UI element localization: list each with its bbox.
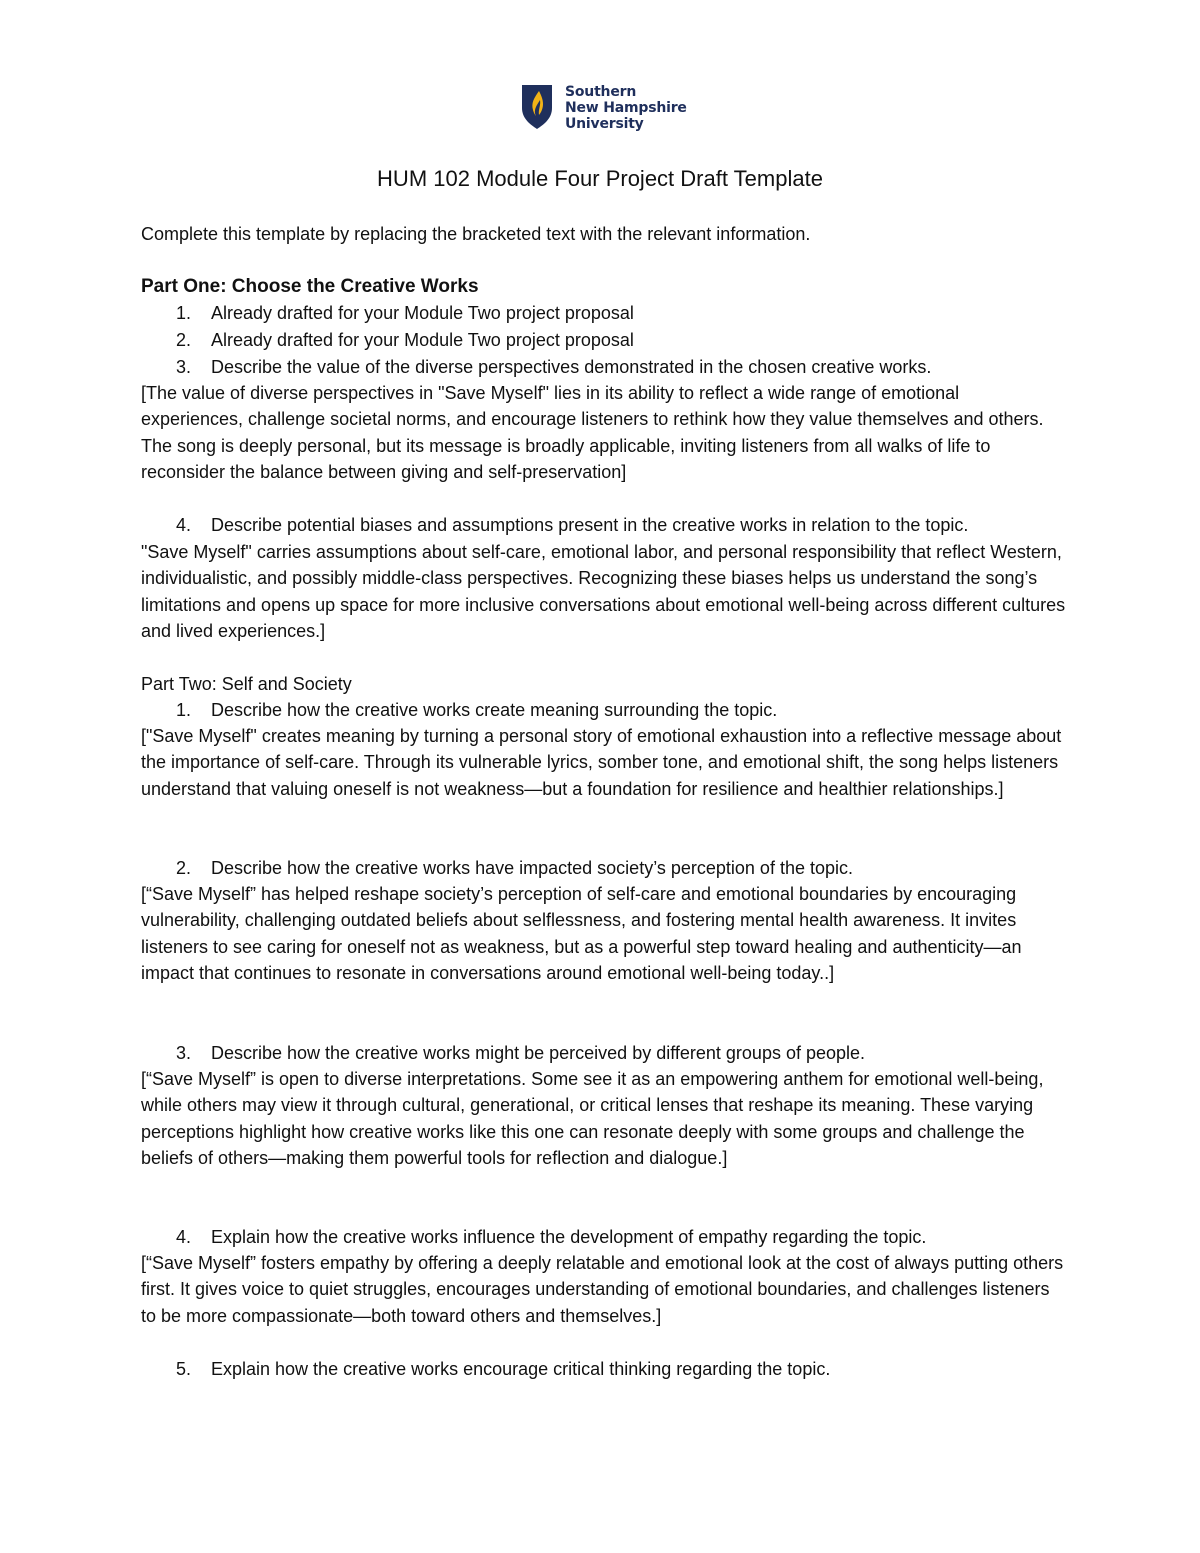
university-logo (521, 84, 721, 134)
part-one-answer-4: "Save Myself" carries assumptions about self-care, emotional labor, and personal responsibility that reflect Western, individualistic, and possibly middle-class perspectives. Recognizing these biases helps us understand the song’s limitations and opens up space for more inclusive conversations about emotional well-being across different cultures and lived experiences.] (141, 542, 1066, 642)
item-text: Describe potential biases and assumptions present in the creative works in relation to the topic. (211, 515, 969, 535)
part-two-item-4 (176, 1224, 926, 1250)
item-text: Explain how the creative works influence the development of empathy regarding the topic. (211, 1227, 927, 1247)
part-two-answer-4: [“Save Myself” fosters empathy by offering a deeply relatable and emotional look at the cost of always putting others first. It gives voice to quiet struggles, encourages understanding of emotional boundaries, and challenges listeners to be more compassionate—both toward others and themselves.] (141, 1253, 1064, 1326)
item-number: 2. (176, 858, 192, 878)
logo-wordmark (565, 84, 687, 132)
shield-flame-icon (521, 84, 553, 130)
part-two-answer-2: [“Save Myself” has helped reshape society’s perception of self-care and emotional boundaries by encouraging vulnerability, challenging outdated beliefs about selflessness, and fostering mental health awareness. It invites listeners to see caring for oneself not as weakness, but as a powerful step toward healing and authenticity—an impact that continues to resonate in conversations around emotional well-being today..] (141, 884, 1022, 984)
part-one-item-2 (176, 327, 634, 353)
item-text: Already drafted for your Module Two project proposal (211, 303, 634, 323)
part-one-item-1 (176, 300, 634, 326)
logo-line-3: University (565, 116, 644, 132)
part-one-item-3 (176, 354, 931, 380)
item-number: 5. (176, 1359, 192, 1379)
item-number: 1. (176, 700, 192, 720)
item-text: Describe how the creative works create meaning surrounding the topic. (211, 700, 778, 720)
part-two-item-5 (176, 1356, 830, 1382)
logo-line-1: Southern (565, 84, 637, 100)
item-number: 1. (176, 303, 192, 323)
part-one-answer-3: [The value of diverse perspectives in "Save Myself" lies in its ability to reflect a wide range of emotional experiences, challenge societal norms, and encourage listeners to rethink how they value themselves and others. The song is deeply personal, but its message is broadly applicable, inviting listeners from all walks of life to reconsider the balance between giving and self-preservation] (141, 383, 1044, 483)
item-text: Describe how the creative works might be perceived by different groups of people. (211, 1043, 866, 1063)
item-text: Explain how the creative works encourage critical thinking regarding the topic. (211, 1359, 831, 1379)
part-two-item-3 (176, 1040, 865, 1066)
item-text: Describe how the creative works have impacted society’s perception of the topic. (211, 858, 853, 878)
item-text: Already drafted for your Module Two project proposal (211, 330, 634, 350)
item-text: Describe the value of the diverse perspectives demonstrated in the chosen creative works. (211, 357, 932, 377)
item-number: 3. (176, 357, 192, 377)
document-title: HUM 102 Module Four Project Draft Template (377, 166, 823, 191)
part-two-item-2 (176, 855, 853, 881)
part-two-item-1 (176, 697, 777, 723)
item-number: 2. (176, 330, 192, 350)
part-two-heading: Part Two: Self and Society (141, 674, 352, 694)
item-number: 4. (176, 515, 192, 535)
part-two-answer-3: [“Save Myself” is open to diverse interpretations. Some see it as an empowering anthem for emotional well-being, while others may view it through cultural, generational, or critical lenses that reshape its meaning. These varying perceptions highlight how creative works like this one can resonate deeply with some groups and challenge the beliefs of others—making them powerful tools for reflection and dialogue.] (141, 1069, 1044, 1169)
item-number: 3. (176, 1043, 192, 1063)
part-one-item-4 (176, 512, 968, 538)
part-two-answer-1: ["Save Myself" creates meaning by turning a personal story of emotional exhaustion into a reflective message about the importance of self-care. Through its vulnerable lyrics, somber tone, and emotional shift, the song helps listeners understand that valuing oneself is not weakness—but a foundation for resilience and healthier relationships.] (141, 726, 1062, 799)
item-number: 4. (176, 1227, 192, 1247)
part-one-heading: Part One: Choose the Creative Works (141, 276, 479, 297)
intro-text: Complete this template by replacing the bracketed text with the relevant information. (141, 224, 811, 244)
logo-line-2: New Hampshire (565, 100, 687, 116)
